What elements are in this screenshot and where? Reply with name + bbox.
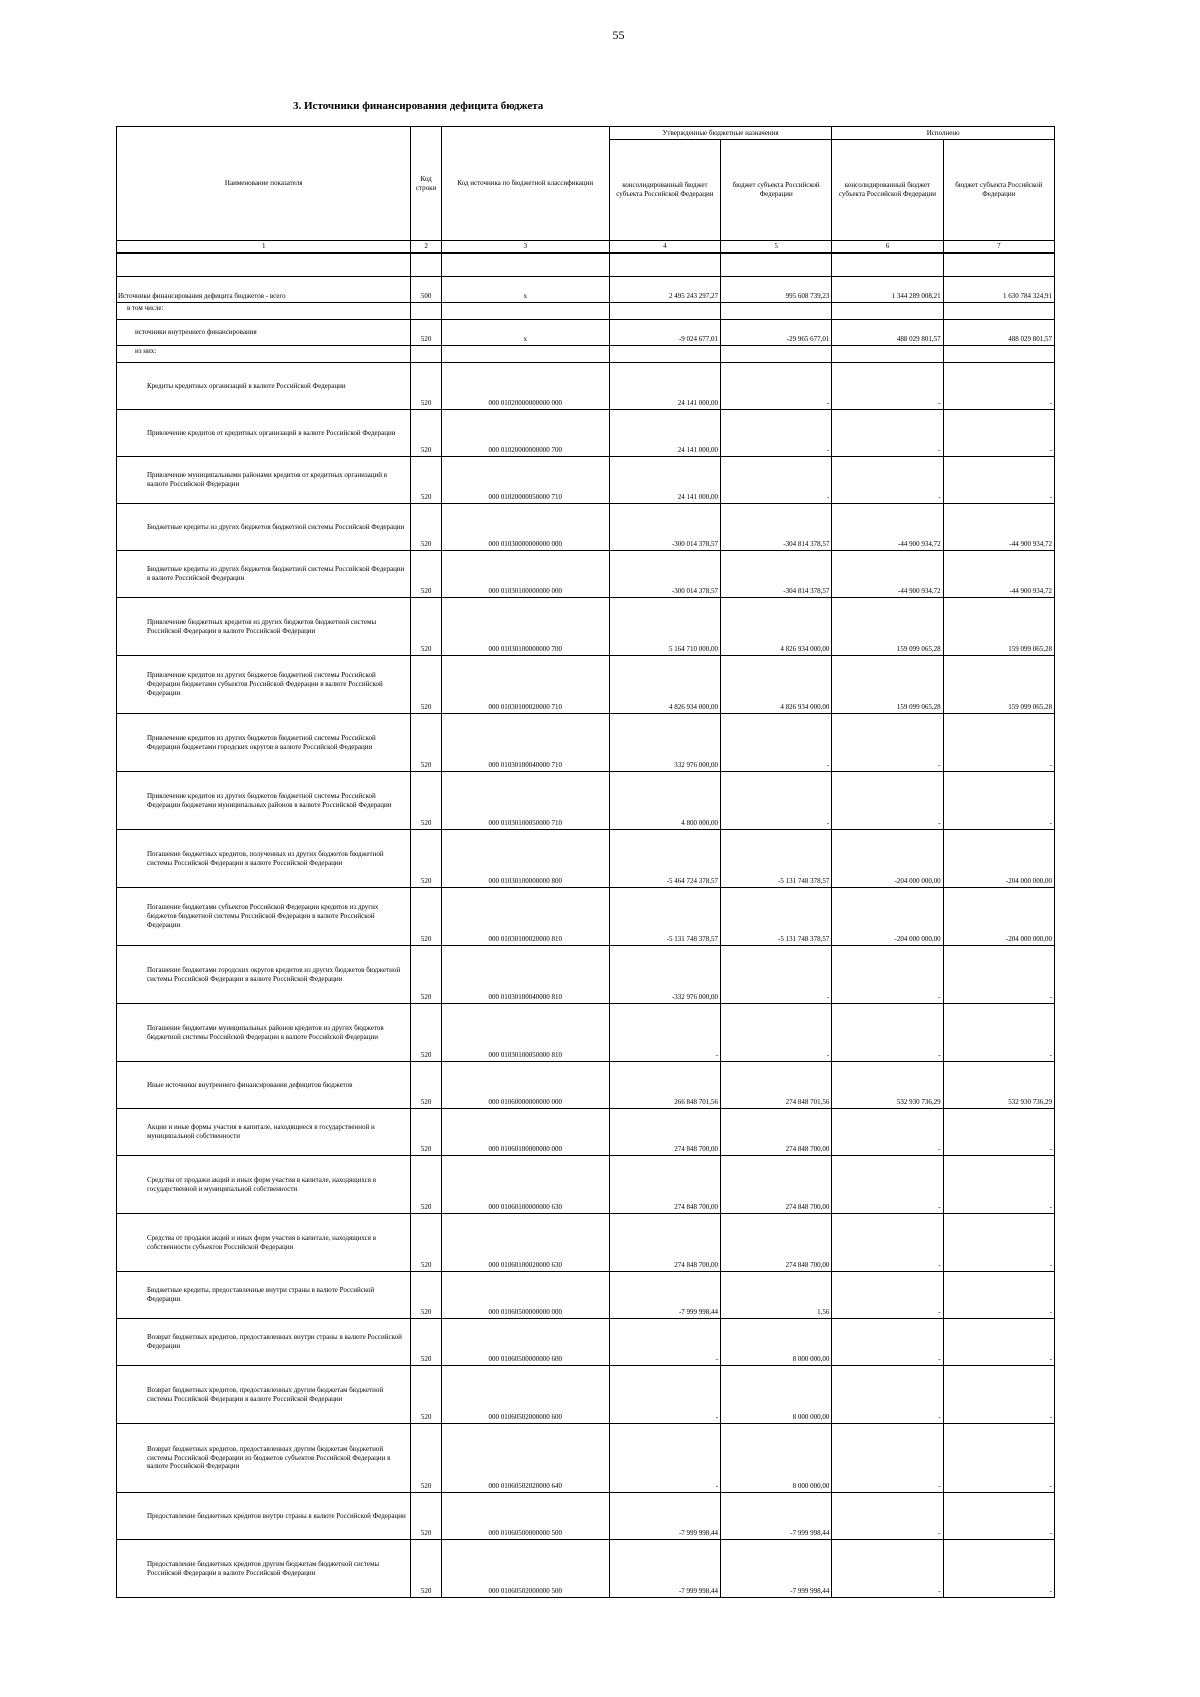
- row-line-code: 520: [411, 1062, 441, 1109]
- header-executed-subject: бюджет субъекта Российской Федерации: [943, 140, 1054, 241]
- row-approved-subject: 8 000 000,00: [721, 1424, 832, 1493]
- row-approved-subject: 274 848 701,56: [721, 1062, 832, 1109]
- row-approved-consolidated: -300 014 378,57: [609, 551, 720, 598]
- row-name: Привлечение кредитов из других бюджетов бюджетной системы Российской Федерации бюджетами муниципальных районов в валюте Российской Федерации: [117, 772, 411, 830]
- row-approved-consolidated: -9 024 677,01: [609, 320, 720, 346]
- row-executed-subject: 159 099 065,28: [943, 656, 1054, 714]
- row-approved-subject: -304 814 378,57: [721, 504, 832, 551]
- row-executed-consolidated: -: [832, 457, 943, 504]
- row-executed-consolidated: 159 099 065,28: [832, 656, 943, 714]
- spacer-row: [117, 253, 1055, 277]
- table-row: [117, 1214, 1055, 1272]
- table-row: [117, 598, 1055, 656]
- table-row: [117, 772, 1055, 830]
- row-approved-consolidated: 2 495 243 297,27: [609, 277, 720, 303]
- row-source-code: x: [441, 277, 609, 303]
- table-row: [117, 277, 1055, 303]
- table-row: [117, 714, 1055, 772]
- column-number: 2: [411, 241, 441, 254]
- table-row: [117, 888, 1055, 946]
- row-source-code: 000 01060500000000 600: [441, 1319, 609, 1366]
- row-approved-consolidated: 332 976 000,00: [609, 714, 720, 772]
- row-executed-subject: -: [943, 772, 1054, 830]
- row-executed-consolidated: -204 000 000,00: [832, 830, 943, 888]
- row-approved-consolidated: [609, 346, 720, 363]
- row-source-code: 000 01060000000000 000: [441, 1062, 609, 1109]
- row-executed-subject: -: [943, 1424, 1054, 1493]
- row-line-code: 520: [411, 714, 441, 772]
- row-approved-consolidated: -300 014 378,57: [609, 504, 720, 551]
- row-executed-consolidated: 159 099 065,28: [832, 598, 943, 656]
- row-executed-consolidated: -: [832, 1540, 943, 1598]
- row-name: из них:: [117, 346, 411, 363]
- row-name: Погашение бюджетами городских округов кредитов из других бюджетов бюджетной системы Российской Федерации в валюте Российской Федерации: [117, 946, 411, 1004]
- row-name: Средства от продажи акций и иных форм участия в капитале, находящихся в государственной и муниципальной собственности: [117, 1156, 411, 1214]
- row-line-code: 520: [411, 457, 441, 504]
- row-executed-subject: -: [943, 1366, 1054, 1424]
- row-name: Кредиты кредитных организаций в валюте Российской Федерации: [117, 363, 411, 410]
- row-source-code: 000 01060502000000 600: [441, 1366, 609, 1424]
- row-source-code: 000 01030100000000 000: [441, 551, 609, 598]
- row-executed-consolidated: -: [832, 1214, 943, 1272]
- row-executed-consolidated: -: [832, 1156, 943, 1214]
- row-line-code: 520: [411, 551, 441, 598]
- row-approved-subject: -5 131 748 378,57: [721, 888, 832, 946]
- table-row: [117, 504, 1055, 551]
- row-approved-consolidated: -7 999 998,44: [609, 1493, 720, 1540]
- table-row: [117, 830, 1055, 888]
- row-source-code: 000 01060500000000 500: [441, 1493, 609, 1540]
- header-name: Наименование показателя: [117, 127, 411, 241]
- table-row: [117, 1062, 1055, 1109]
- header-approved-consolidated: консолидированный бюджет субъекта Российской Федерации: [609, 140, 720, 241]
- row-source-code: 000 01060502020000 640: [441, 1424, 609, 1493]
- row-executed-consolidated: -: [832, 1493, 943, 1540]
- table-row: [117, 457, 1055, 504]
- row-executed-subject: 159 099 065,28: [943, 598, 1054, 656]
- row-executed-consolidated: -: [832, 410, 943, 457]
- row-source-code: 000 01030100050000 810: [441, 1004, 609, 1062]
- row-name: Погашение бюджетами муниципальных районов кредитов из других бюджетов бюджетной системы Российской Федерации в валюте Российской Федерации: [117, 1004, 411, 1062]
- table-body: [117, 277, 1055, 1598]
- row-executed-subject: -204 000 000,00: [943, 830, 1054, 888]
- table-row: [117, 1493, 1055, 1540]
- row-executed-subject: [943, 303, 1054, 320]
- row-approved-subject: -: [721, 363, 832, 410]
- row-source-code: 000 01030100000000 800: [441, 830, 609, 888]
- row-line-code: [411, 303, 441, 320]
- row-source-code: 000 01020000050000 710: [441, 457, 609, 504]
- row-executed-subject: -: [943, 457, 1054, 504]
- header-source-code: Код источника по бюджетной классификации: [441, 127, 609, 241]
- row-executed-consolidated: -: [832, 946, 943, 1004]
- row-name: Бюджетные кредиты из других бюджетов бюджетной системы Российской Федерации в валюте Российской Федерации: [117, 551, 411, 598]
- row-source-code: 000 01020000000000 700: [441, 410, 609, 457]
- row-line-code: 520: [411, 320, 441, 346]
- row-executed-consolidated: -: [832, 1366, 943, 1424]
- row-approved-consolidated: -332 976 000,00: [609, 946, 720, 1004]
- row-approved-consolidated: -5 464 724 378,57: [609, 830, 720, 888]
- table-row: [117, 1272, 1055, 1319]
- row-name: Средства от продажи акций и иных форм участия в капитале, находящихся в собственности субъектов Российской Федерации: [117, 1214, 411, 1272]
- row-approved-consolidated: 266 848 701,56: [609, 1062, 720, 1109]
- row-name: Привлечение бюджетных кредитов из других бюджетов бюджетной системы Российской Федерации в валюте Российской Федерации: [117, 598, 411, 656]
- row-executed-subject: 1 630 784 324,91: [943, 277, 1054, 303]
- row-source-code: 000 01060100020000 630: [441, 1214, 609, 1272]
- row-executed-subject: -: [943, 1109, 1054, 1156]
- row-approved-subject: 1,56: [721, 1272, 832, 1319]
- row-executed-consolidated: -44 900 934,72: [832, 551, 943, 598]
- row-executed-subject: -: [943, 1156, 1054, 1214]
- table-row: [117, 946, 1055, 1004]
- row-approved-subject: -: [721, 1004, 832, 1062]
- row-line-code: [411, 346, 441, 363]
- table-row: [117, 1109, 1055, 1156]
- row-name: Возврат бюджетных кредитов, предоставленных внутри страны в валюте Российской Федерации: [117, 1319, 411, 1366]
- row-executed-subject: -44 900 934,72: [943, 551, 1054, 598]
- row-line-code: 520: [411, 410, 441, 457]
- row-executed-consolidated: -: [832, 363, 943, 410]
- header-executed-group: Исполнено: [832, 127, 1055, 140]
- row-executed-consolidated: [832, 346, 943, 363]
- row-line-code: 520: [411, 363, 441, 410]
- row-executed-subject: -44 900 934,72: [943, 504, 1054, 551]
- section-title: 3. Источники финансирования дефицита бюджета: [293, 100, 544, 112]
- header-approved-group: Утвержденные бюджетные назначения: [609, 127, 832, 140]
- row-line-code: 500: [411, 277, 441, 303]
- row-approved-consolidated: 24 141 000,00: [609, 363, 720, 410]
- row-source-code: [441, 346, 609, 363]
- row-executed-subject: -: [943, 363, 1054, 410]
- table-row: [117, 1540, 1055, 1598]
- table-row: [117, 320, 1055, 346]
- row-approved-consolidated: 274 848 700,00: [609, 1109, 720, 1156]
- row-approved-consolidated: 4 800 000,00: [609, 772, 720, 830]
- row-executed-consolidated: 1 344 289 008,21: [832, 277, 943, 303]
- table-row: [117, 346, 1055, 363]
- row-approved-consolidated: -7 999 998,44: [609, 1540, 720, 1598]
- row-name: Погашение бюджетных кредитов, полученных из других бюджетов бюджетной системы Российской Федерации в валюте Российской Федерации: [117, 830, 411, 888]
- column-number: 7: [943, 241, 1054, 254]
- row-source-code: [441, 303, 609, 320]
- row-approved-consolidated: 4 826 934 000,00: [609, 656, 720, 714]
- row-name: Возврат бюджетных кредитов, предоставленных другим бюджетам бюджетной системы Российской Федерации из бюджетов субъектов Российской Федерации в валюте Российской Федерации: [117, 1424, 411, 1493]
- row-approved-subject: 274 848 700,00: [721, 1214, 832, 1272]
- row-executed-consolidated: -: [832, 1272, 943, 1319]
- row-executed-consolidated: -: [832, 1424, 943, 1493]
- row-executed-consolidated: -: [832, 1109, 943, 1156]
- row-source-code: 000 01030100020000 810: [441, 888, 609, 946]
- row-approved-subject: -: [721, 946, 832, 1004]
- row-executed-subject: -: [943, 1214, 1054, 1272]
- row-approved-subject: -: [721, 772, 832, 830]
- row-source-code: 000 01030100000000 700: [441, 598, 609, 656]
- row-executed-consolidated: -44 900 934,72: [832, 504, 943, 551]
- row-source-code: 000 01030100040000 710: [441, 714, 609, 772]
- table-row: [117, 551, 1055, 598]
- row-source-code: 000 01060500000000 000: [441, 1272, 609, 1319]
- row-line-code: 520: [411, 1319, 441, 1366]
- row-name: Источники финансирования дефицита бюджетов - всего: [117, 277, 411, 303]
- table-row: [117, 410, 1055, 457]
- row-name: Иные источники внутреннего финансирования дефицитов бюджетов: [117, 1062, 411, 1109]
- row-name: Бюджетные кредиты, предоставленные внутри страны в валюте Российской Федерации: [117, 1272, 411, 1319]
- row-name: в том числе:: [117, 303, 411, 320]
- row-line-code: 520: [411, 946, 441, 1004]
- row-name: Привлечение кредитов из других бюджетов бюджетной системы Российской Федерации бюджетами субъектов Российской Федерации в валюте Российской Федерации: [117, 656, 411, 714]
- row-name: Погашение бюджетами субъектов Российской Федерации кредитов из других бюджетов бюджетной системы Российской Федерации в валюте Российской Федерации: [117, 888, 411, 946]
- row-line-code: 520: [411, 1424, 441, 1493]
- row-source-code: x: [441, 320, 609, 346]
- row-executed-consolidated: -: [832, 772, 943, 830]
- row-source-code: 000 01020000000000 000: [441, 363, 609, 410]
- row-line-code: 520: [411, 1004, 441, 1062]
- row-approved-consolidated: 274 848 700,00: [609, 1156, 720, 1214]
- row-approved-consolidated: -: [609, 1319, 720, 1366]
- row-executed-subject: -: [943, 1004, 1054, 1062]
- header-line-code: Код строки: [411, 127, 441, 241]
- row-executed-subject: 488 029 801,57: [943, 320, 1054, 346]
- row-name: Привлечение кредитов из других бюджетов бюджетной системы Российской Федерации бюджетами городских округов в валюте Российской Федерации: [117, 714, 411, 772]
- row-approved-subject: -7 999 998,44: [721, 1493, 832, 1540]
- row-name: Бюджетные кредиты из других бюджетов бюджетной системы Российской Федерации: [117, 504, 411, 551]
- row-source-code: 000 01060100000000 000: [441, 1109, 609, 1156]
- table-row: [117, 656, 1055, 714]
- row-executed-consolidated: 532 930 736,29: [832, 1062, 943, 1109]
- row-name: Предоставление бюджетных кредитов другим бюджетам бюджетной системы Российской Федерации в валюте Российской Федерации: [117, 1540, 411, 1598]
- row-approved-consolidated: -5 131 748 378,57: [609, 888, 720, 946]
- row-approved-subject: -29 965 677,01: [721, 320, 832, 346]
- row-source-code: 000 01030100040000 810: [441, 946, 609, 1004]
- row-executed-subject: 532 930 736,29: [943, 1062, 1054, 1109]
- column-number: 5: [721, 241, 832, 254]
- row-approved-subject: 8 000 000,00: [721, 1319, 832, 1366]
- row-approved-subject: -: [721, 714, 832, 772]
- table-row: [117, 1366, 1055, 1424]
- column-number: 4: [609, 241, 720, 254]
- row-name: Привлечение муниципальными районами кредитов от кредитных организаций в валюте Российской Федерации: [117, 457, 411, 504]
- row-executed-consolidated: [832, 303, 943, 320]
- row-source-code: 000 01060100000000 630: [441, 1156, 609, 1214]
- row-executed-subject: [943, 346, 1054, 363]
- row-approved-consolidated: 24 141 000,00: [609, 410, 720, 457]
- row-executed-subject: -: [943, 1272, 1054, 1319]
- sources-table: [116, 126, 1055, 1598]
- table-row: [117, 1004, 1055, 1062]
- column-number: 6: [832, 241, 943, 254]
- row-executed-consolidated: -204 000 000,00: [832, 888, 943, 946]
- row-approved-consolidated: -: [609, 1366, 720, 1424]
- row-approved-consolidated: -7 999 998,44: [609, 1272, 720, 1319]
- row-approved-subject: -5 131 748 378,57: [721, 830, 832, 888]
- row-source-code: 000 01060502000000 500: [441, 1540, 609, 1598]
- row-source-code: 000 01030100020000 710: [441, 656, 609, 714]
- row-line-code: 520: [411, 1366, 441, 1424]
- table-row: [117, 363, 1055, 410]
- row-name: Предоставление бюджетных кредитов внутри страны в валюте Российской Федерации: [117, 1493, 411, 1540]
- row-line-code: 520: [411, 504, 441, 551]
- row-executed-subject: -: [943, 946, 1054, 1004]
- row-executed-subject: -: [943, 1493, 1054, 1540]
- row-executed-subject: -: [943, 1319, 1054, 1366]
- row-line-code: 520: [411, 1156, 441, 1214]
- row-executed-consolidated: -: [832, 1319, 943, 1366]
- row-line-code: 520: [411, 772, 441, 830]
- row-executed-subject: -: [943, 410, 1054, 457]
- row-line-code: 520: [411, 598, 441, 656]
- row-approved-subject: 4 826 934 000,00: [721, 598, 832, 656]
- row-executed-consolidated: 488 029 801,57: [832, 320, 943, 346]
- row-line-code: 520: [411, 1272, 441, 1319]
- row-approved-subject: 274 848 700,00: [721, 1156, 832, 1214]
- row-executed-subject: -: [943, 1540, 1054, 1598]
- table-row: [117, 303, 1055, 320]
- row-approved-subject: 995 608 739,23: [721, 277, 832, 303]
- row-name: Возврат бюджетных кредитов, предоставленных другим бюджетам бюджетной системы Российской Федерации в валюте Российской Федерации: [117, 1366, 411, 1424]
- row-approved-subject: -304 814 378,57: [721, 551, 832, 598]
- row-approved-consolidated: -: [609, 1004, 720, 1062]
- row-approved-consolidated: -: [609, 1424, 720, 1493]
- header-approved-subject: бюджет субъекта Российской Федерации: [721, 140, 832, 241]
- table-row: [117, 1319, 1055, 1366]
- row-approved-consolidated: [609, 303, 720, 320]
- header-executed-consolidated: консолидированный бюджет субъекта Российской Федерации: [832, 140, 943, 241]
- row-line-code: 520: [411, 1214, 441, 1272]
- row-approved-consolidated: 24 141 000,00: [609, 457, 720, 504]
- row-approved-subject: [721, 303, 832, 320]
- row-approved-consolidated: 274 848 700,00: [609, 1214, 720, 1272]
- row-approved-subject: 274 848 700,00: [721, 1109, 832, 1156]
- row-line-code: 520: [411, 830, 441, 888]
- row-approved-subject: -: [721, 457, 832, 504]
- row-line-code: 520: [411, 1540, 441, 1598]
- row-approved-subject: 4 826 934 000,00: [721, 656, 832, 714]
- row-approved-subject: 8 000 000,00: [721, 1366, 832, 1424]
- row-approved-subject: [721, 346, 832, 363]
- column-number: 3: [441, 241, 609, 254]
- row-source-code: 000 01030000000000 000: [441, 504, 609, 551]
- row-executed-subject: -204 000 000,00: [943, 888, 1054, 946]
- row-approved-subject: -: [721, 410, 832, 457]
- row-executed-subject: -: [943, 714, 1054, 772]
- table-row: [117, 1156, 1055, 1214]
- row-name: Привлечение кредитов от кредитных организаций в валюте Российской Федерации: [117, 410, 411, 457]
- row-source-code: 000 01030100050000 710: [441, 772, 609, 830]
- row-executed-consolidated: -: [832, 1004, 943, 1062]
- row-approved-consolidated: 5 164 710 000,00: [609, 598, 720, 656]
- row-line-code: 520: [411, 888, 441, 946]
- row-name: Акции и иные формы участия в капитале, находящиеся в государственной и муниципальной собственности: [117, 1109, 411, 1156]
- row-name: источники внутреннего финансирования: [117, 320, 411, 346]
- page-number: 55: [612, 28, 625, 42]
- row-approved-subject: -7 999 998,44: [721, 1540, 832, 1598]
- row-line-code: 520: [411, 1493, 441, 1540]
- row-line-code: 520: [411, 1109, 441, 1156]
- row-line-code: 520: [411, 656, 441, 714]
- table-row: [117, 1424, 1055, 1493]
- column-number: 1: [117, 241, 411, 254]
- row-executed-consolidated: -: [832, 714, 943, 772]
